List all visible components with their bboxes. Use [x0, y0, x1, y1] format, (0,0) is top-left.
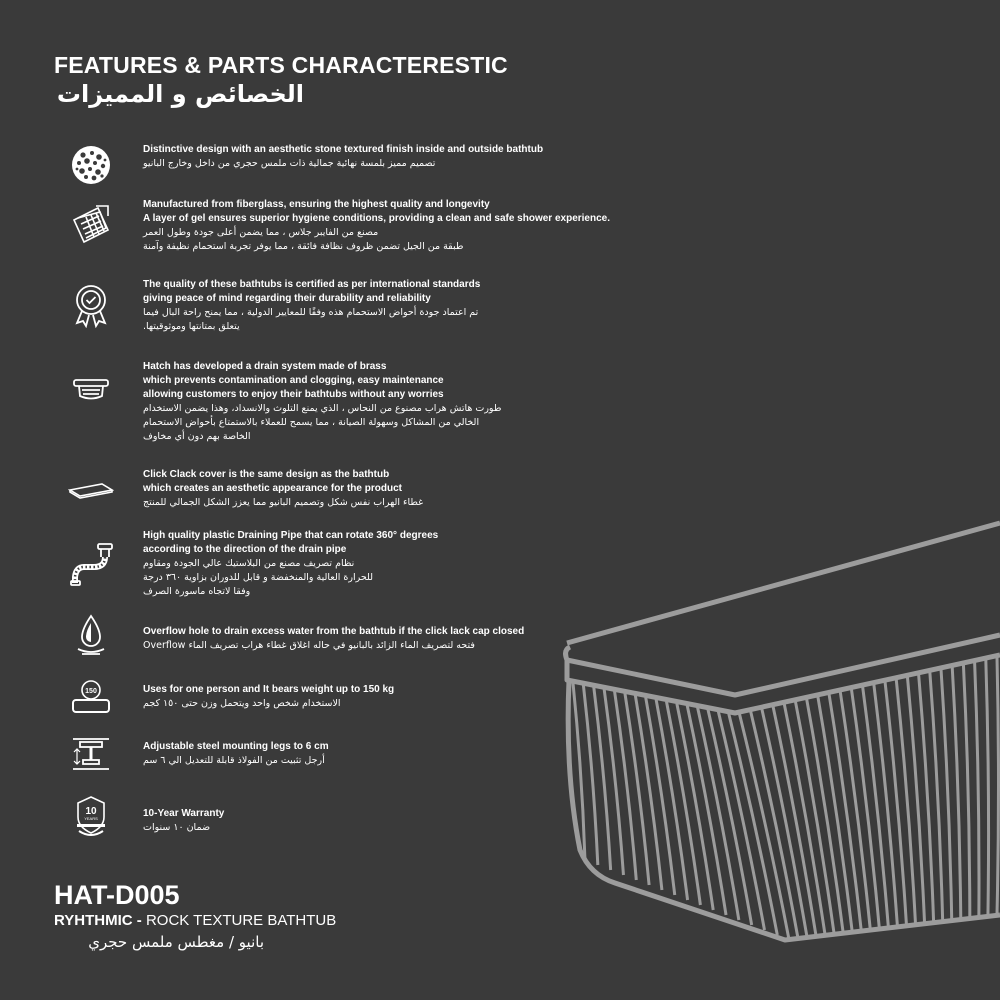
bathtub-illustration: [555, 515, 1000, 945]
feature-text: [143, 360, 663, 444]
feature-text: [143, 198, 663, 254]
feature-text-ar: طبقة من الجيل تضمن ظروف نظافة فائقة ، مما يوفر تجربة استحمام نظيفة وآمنة: [143, 241, 464, 252]
bathtub-rib: [615, 691, 637, 880]
fiberglass-layers-icon: [68, 202, 114, 248]
feature-text-ar: طورت هاتش هراب مصنوع من النحاس ، الذي يمنع التلوث والانسداد، وهذا يضمن الاستخدام: [143, 403, 502, 414]
weight-label: 150: [85, 688, 97, 695]
feature-text-en: giving peace of mind regarding their durability and reliability: [143, 293, 431, 304]
feature-text-ar: مصنع من الفايبر جلاس ، مما يضمن أعلى جودة وطول العمر: [143, 227, 379, 238]
bathtub-rib: [698, 708, 739, 920]
feature-text-en: Adjustable steel mounting legs to 6 cm: [143, 741, 329, 752]
bathtub-rib: [986, 659, 989, 915]
bathtub-rim: [567, 523, 1000, 643]
feature-text-en: Click Clack cover is the same design as the bathtub: [143, 469, 390, 480]
feature-text-ar: غطاء الهراب نفس شكل وتصميم البانيو مما يعزز الشكل الجمالي للمنتج: [143, 497, 424, 508]
stone-texture-icon: [68, 143, 114, 189]
feature-text-en: allowing customers to enjoy their bathtubs without any worries: [143, 389, 444, 400]
brass-drain-icon: [68, 370, 114, 416]
feature-text-en: Uses for one person and It bears weight up to 150 kg: [143, 684, 395, 695]
bathtub-rib: [604, 689, 623, 875]
drain-pipe-icon: [68, 541, 114, 587]
feature-text-ar: تم اعتماد جودة أحواض الاستحمام هذه وفقًا للمعايير الدولية ، مما يمنح راحة البال فيما: [143, 307, 479, 318]
product-brand: RYHTHMIC -: [54, 912, 142, 929]
warranty-word: YEARS: [84, 816, 98, 821]
bathtub-rib: [952, 667, 961, 918]
bathtub-rib: [896, 679, 915, 923]
bathtub-rib: [997, 657, 999, 914]
feature-text-en: according to the direction of the drain pipe: [143, 544, 347, 555]
feature-text: [143, 468, 663, 510]
bathtub-rib: [762, 709, 807, 935]
feature-text-ar: ضمان ١٠ سنوات: [143, 822, 211, 833]
page-title: FEATURES & PARTS CHARACTERESTIC: [54, 52, 508, 78]
feature-text-en: A layer of gel ensures superior hygiene conditions, providing a clean and safe shower experience.: [143, 213, 610, 224]
bathtub-rib: [751, 712, 798, 937]
feature-text-ar: نظام تصريف مصنع من البلاستيك عالي الجودة ومقاوم: [143, 558, 355, 569]
bathtub-ribs: [573, 657, 999, 938]
click-clack-cover-icon: [68, 468, 114, 514]
feature-text-ar: تصميم مميز بلمسة نهائية جمالية ذات ملمس حجري من داخل وخارج البانيو: [143, 158, 436, 169]
feature-text-en: Distinctive design with an aesthetic stone textured finish inside and outside bathtub: [143, 144, 544, 155]
feature-text-en: Manufactured from fiberglass, ensuring the highest quality and longevity: [143, 199, 490, 210]
feature-text-ar: وفقا لاتجاه ماسورة الصرف: [143, 586, 251, 597]
feature-text-en: 10-Year Warranty: [143, 808, 225, 819]
bathtub-rib: [773, 707, 816, 935]
feature-text-ar: الاستخدام شخص واحد ويتحمل وزن حتى ١٥٠ كجم: [143, 698, 341, 709]
feature-text-ar: يتعلق بمتانتها وموثوقيتها.: [143, 321, 240, 332]
page-title-arabic: الخصائص و المميزات: [56, 80, 304, 108]
adjustable-legs-icon: [68, 734, 114, 780]
bathtub-rib: [963, 664, 969, 917]
feature-text-ar: الخالي من المشاكل وسهولة الصيانة ، مما يسمح للعملاء بالاستمتاع بأحواض الاستحمام: [143, 417, 480, 428]
feature-text-ar: الخاصة بهم دون أي مخاوف: [143, 431, 251, 442]
feature-text: [143, 278, 663, 334]
feature-text-ar: للحرارة العالية والمنخفضة و قابل للدوران بزاوية ٣٦٠ درجة: [143, 572, 374, 583]
water-drop-icon: [68, 613, 114, 659]
feature-text-en: Hatch has developed a drain system made of brass: [143, 361, 387, 372]
product-subtitle: [54, 912, 336, 929]
feature-text-en: which creates an aesthetic appearance for the product: [143, 483, 402, 494]
model-number: HAT-D005: [54, 880, 180, 910]
feature-text-en: The quality of these bathtubs is certified as per international standards: [143, 279, 481, 290]
feature-text-en: which prevents contamination and clogging, easy maintenance: [143, 375, 444, 386]
bathtub-rib: [975, 662, 979, 916]
warranty-10-years-icon: [68, 795, 114, 841]
weight-150-icon: [68, 673, 114, 719]
feature-text: [143, 143, 663, 171]
feature-text-en: High quality plastic Draining Pipe that can rotate 360° degrees: [143, 530, 439, 541]
certified-badge-icon: [68, 282, 114, 328]
feature-text-en: Overflow hole to drain excess water from the bathtub if the click lack cap closed: [143, 626, 525, 637]
product-description: ROCK TEXTURE BATHTUB: [141, 912, 337, 929]
warranty-number: 10: [85, 806, 97, 817]
feature-text-ar: Overflow فتحه لتصريف الماء الزائد بالبانيو في حاله اغلاق غطاء هراب تصريف الماء: [143, 640, 475, 651]
product-name-arabic: بانيو / مغطس ملمس حجري: [88, 933, 264, 951]
feature-text-ar: أرجل تثبيت من الفولاذ قابلة للتعديل الي ٦ سم: [143, 755, 325, 766]
